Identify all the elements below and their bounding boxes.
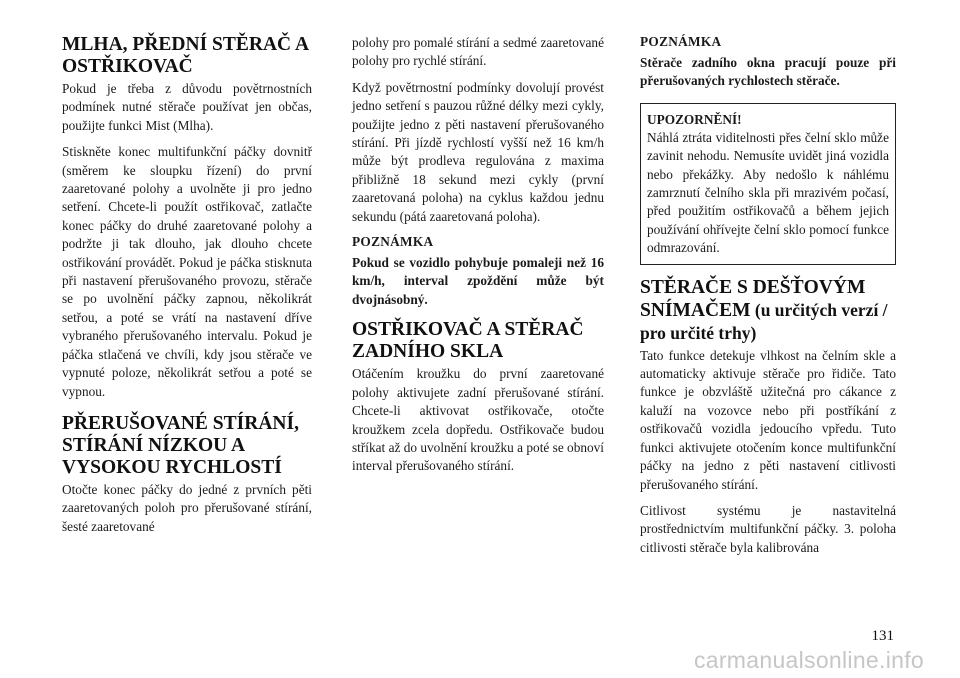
body-paragraph: Když povětrnostní podmínky dovolují provést jedno setření s pauzou růžné délky mezi cykly, použijte jedno z pěti nastavení přerušovaného stírání. Při jízdě rychlostí vyšší než 16 km/h může být prodleva regulována z maxima přibližně 18 sekund mezi cykly (první zaaretovaná poloha) na cyklus každou jednu sekundu (pátá zaaretovaná poloha).	[352, 79, 604, 224]
warning-title: UPOZORNĚNÍ!	[647, 111, 742, 127]
section-heading-intermittent-wipe: PŘERUŠOVANÉ STÍRÁNÍ, STÍRÁNÍ NÍZKOU A VYSOKOU RYCHLOSTÍ	[62, 412, 299, 478]
warning-text: Náhlá ztráta viditelnosti přes čelní sklo může zavinit nehodu. Nemusíte uvidět jiná vozidla nebo překážky. Aby nedošlo k náhlému zamrznutí čelního skla při mrazivém počasí, před použitím ostřikovačů a během jejich používání ohřívejte čelní sklo pomocí funkce odmrazování.	[647, 129, 889, 256]
body-paragraph: Otočte konec páčky do jedné z prvních pěti zaaretovaných poloh pro přerušované stírání, šesté zaaretované	[62, 481, 312, 534]
warning-box	[640, 103, 896, 265]
body-paragraph: Tato funkce detekuje vlhkost na čelním skle a automaticky aktivuje stěrače pro řidiče. Tato funkce je obzvláště užitečná pro cákance z kaluží na vozovce nebo při postříkání z ostřikovačů vozidla jedoucího vpředu. Tuto funkci aktivujete otočením konce multifunkční páčky na jedno z pěti nastavení citlivosti přerušovaného stírání.	[640, 347, 896, 492]
section-heading-mist-wiper: MLHA, PŘEDNÍ STĚRAČ A OSTŘIKOVAČ	[62, 34, 308, 77]
note-label: POZNÁMKA	[640, 34, 722, 49]
note-label: POZNÁMKA	[352, 234, 434, 250]
body-paragraph: Stiskněte konec multifunkční páčky dovnitř (směrem ke sloupku řízení) do první zaaretované polohy a uvolněte ji pro jedno setření. Chcete-li použít ostřikovač, zatlačte konec páčky do druhé zaaretované polohy a podržte ji tak dlouho, jak dlouho chcete ostřikování provádět. Pokud je páčka stisknuta při nastavení přerušovaného provozu, stěrače se po uvolnění páčky zapnou, několikrát setřou, a poté se vrátí na nastavení dříve vybraného přerušovaného intervalu. Pokud je páčka stlačená ve chvíli, kdy jsou stěrače ve vypnuté poloze, několikrát setřou a poté se vypnou.	[62, 144, 312, 399]
note-text: Pokud se vozidlo pohybuje pomaleji než 16 km/h, interval zpoždění může být dvojnásobný.	[352, 255, 604, 307]
heading-suffix: (u určitých verzí / pro určité trhy)	[640, 299, 888, 343]
section-heading-rain-sensing-wipers	[640, 277, 896, 345]
watermark: carmanualsonline.info	[693, 647, 924, 673]
body-paragraph: Pokud je třeba z důvodu povětrnostních podmínek nutné stěrače používat jen občas, použijte funkci Mist (Mlha).	[62, 81, 312, 133]
body-paragraph: polohy pro pomalé stírání a sedmé zaaretované polohy pro rychlé stírání.	[352, 35, 604, 69]
section-heading-rear-wiper: OSTŘIKOVAČ A STĚRAČ ZADNÍHO SKLA	[352, 319, 584, 363]
body-paragraph: Citlivost systému je nastavitelná prostřednictvím multifunkční páčky. 3. poloha citlivosti stěrače byla kalibrována	[640, 502, 896, 555]
column-right	[640, 34, 896, 565]
page-number: 131	[871, 628, 894, 644]
heading-main: STĚRAČE S DEŠŤOVÝM SNÍMAČEM	[640, 276, 866, 321]
column-middle	[352, 34, 604, 484]
note-text: Stěrače zadního okna pracují pouze při přerušovaných rychlostech stěrače.	[640, 55, 896, 89]
body-paragraph: Otáčením kroužku do první zaaretované polohy aktivujete zadní přerušované stírání. Chcete-li aktivovat ostřikovače, otočte kroužkem zcela dopředu. Ostřikovače budou stříkat až do uvolnění kroužku a poté se obnoví interval přerušovaného stírání.	[352, 366, 604, 474]
column-left	[62, 34, 312, 544]
